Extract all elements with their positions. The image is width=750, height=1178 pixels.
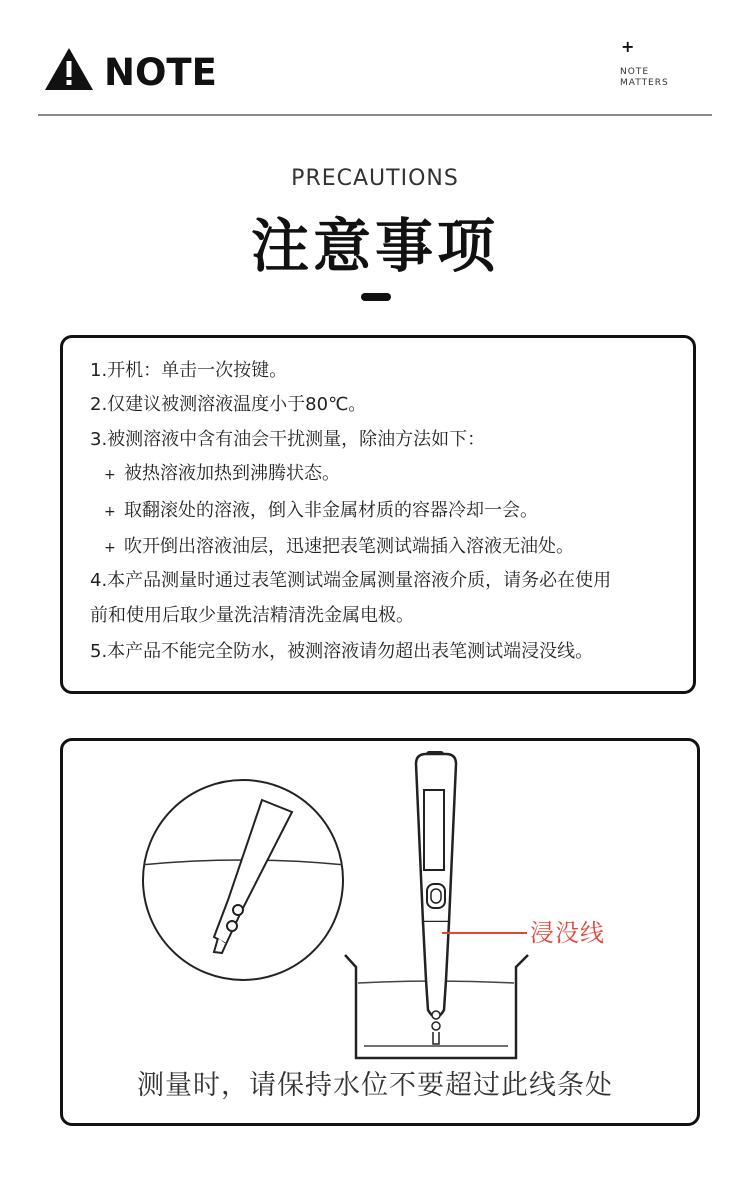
brand-title: NOTE [104,51,217,94]
note-item-5: 5.本产品不能完全防水，被测溶液请勿超出表笔测试端浸没线。 [90,641,594,662]
plus-icon: + [621,37,635,56]
note-item-4-line1: 4.本产品测量时通过表笔测试端金属测量溶液介质，请务必在使用 [90,570,612,591]
sub-item-marker: + [104,467,116,483]
section-subtitle: PRECAUTIONS [291,166,459,191]
sub-item-marker: + [104,540,116,556]
note-matters-line2: MATTERS [620,78,669,88]
pen-display [424,790,444,870]
sub-item-marker: + [104,504,116,520]
note-item-3: 3.被测溶液中含有油会干扰测量，除油方法如下： [90,429,486,450]
note-matters-line1: NOTE [620,67,650,77]
note-item-1: 1.开机：单击一次按键。 [90,360,288,381]
sub-item-text: 被热溶液加热到沸腾状态。 [124,463,340,484]
pen-probe-tip [423,922,449,1017]
page-title: 注意事项 [250,212,499,280]
sub-item-text: 取翻滚处的溶液，倒入非金属材质的容器冷却一会。 [124,500,538,521]
illustration-caption: 测量时，请保持水位不要超过此线条处 [137,1070,613,1101]
note-item-2: 2.仅建议被测溶液温度小于80℃。 [90,394,367,415]
immersion-line-label: 浸没线 [530,919,605,947]
note-item-4-line2: 前和使用后取少量洗洁精清洗金属电极。 [90,605,414,626]
sub-item-text: 吹开倒出溶液油层，迅速把表笔测试端插入溶液无油处。 [124,536,574,557]
